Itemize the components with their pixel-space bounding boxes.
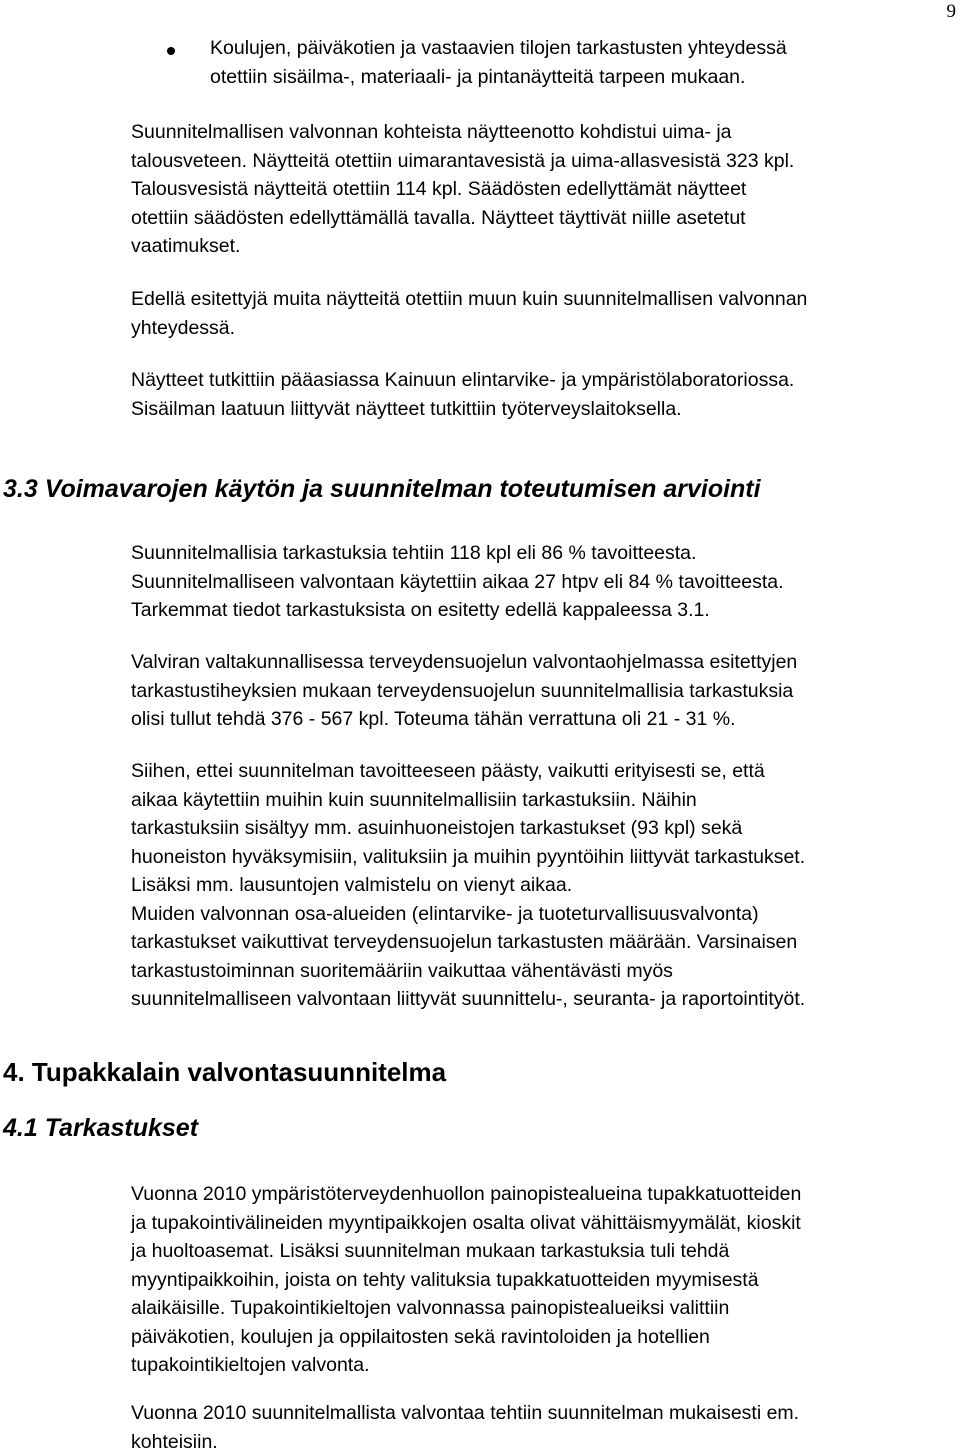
text-line: aikaa käytettiin muihin kuin suunnitelmallisiin tarkastuksiin. Näihin: [131, 786, 957, 815]
bullet-icon: [167, 47, 175, 55]
text-line: Talousvesistä näytteitä otettiin 114 kpl. Säädösten edellyttämät näytteet: [131, 175, 957, 204]
text-line: yhteydessä.: [131, 314, 957, 343]
paragraph-other-samples: [131, 285, 957, 342]
text-line: Koulujen, päiväkotien ja vastaavien tilojen tarkastusten yhteydessä: [210, 34, 950, 63]
section-heading-4: 4. Tupakkalain valvontasuunnitelma: [3, 1057, 446, 1087]
text-line: päiväkotien, koulujen ja oppilaitosten sekä ravintoloiden ja hotellien: [131, 1323, 957, 1352]
text-line: Valviran valtakunnallisessa terveydensuojelun valvontaohjelmassa esitettyjen: [131, 648, 957, 677]
text-line: otettiin sisäilma-, materiaali- ja pintanäytteitä tarpeen mukaan.: [210, 63, 950, 92]
paragraph-valvira: [131, 648, 957, 734]
text-line: Näytteet tutkittiin pääasiassa Kainuun elintarvike- ja ympäristölaboratoriossa.: [131, 366, 957, 395]
text-line: tarkastukset vaikuttivat terveydensuojelun tarkastusten määrään. Varsinaisen: [131, 928, 957, 957]
paragraph-sampling: [131, 118, 957, 261]
text-line: ja huoltoasemat. Lisäksi suunnitelman mukaan tarkastuksia tuli tehdä: [131, 1237, 957, 1266]
text-line: Siihen, ettei suunnitelman tavoitteeseen päästy, vaikutti erityisesti se, että: [131, 757, 957, 786]
text-line: Lisäksi mm. lausuntojen valmistelu on vienyt aikaa.: [131, 871, 957, 900]
text-line: olisi tullut tehdä 376 - 567 kpl. Toteuma tähän verrattuna oli 21 - 31 %.: [131, 705, 957, 734]
paragraph-tobacco-summary: [131, 1399, 957, 1456]
text-line: vaatimukset.: [131, 232, 957, 261]
section-heading-3-3: 3.3 Voimavarojen käytön ja suunnitelman toteutumisen arviointi: [3, 474, 761, 504]
section-heading-4-1: 4.1 Tarkastukset: [3, 1113, 198, 1143]
text-line: Sisäilman laatuun liittyvät näytteet tutkittiin työterveyslaitoksella.: [131, 395, 957, 424]
text-line: talousveteen. Näytteitä otettiin uimarantavesistä ja uima-allasvesistä 323 kpl.: [131, 147, 957, 176]
paragraph-inspection-totals: [131, 539, 957, 625]
paragraph-reasons: [131, 757, 957, 1014]
text-line: Vuonna 2010 ympäristöterveydenhuollon painopistealueina tupakkatuotteiden: [131, 1180, 957, 1209]
page-number: 9: [947, 2, 957, 22]
bullet-item: [210, 34, 950, 92]
text-line: tarkastustiheyksien mukaan terveydensuojelun suunnitelmallisia tarkastuksia: [131, 677, 957, 706]
paragraph-tobacco-priorities: [131, 1180, 957, 1380]
text-line: myyntipaikkoihin, joista on tehty valituksia tupakkatuotteiden myymisestä: [131, 1266, 957, 1295]
text-line: Suunnitelmalliseen valvontaan käytettiin aikaa 27 htpv eli 84 % tavoitteesta.: [131, 568, 957, 597]
text-line: Tarkemmat tiedot tarkastuksista on esitetty edellä kappaleessa 3.1.: [131, 596, 957, 625]
text-line: huoneiston hyväksymisiin, valituksiin ja muihin pyyntöihin liittyvät tarkastukset.: [131, 843, 957, 872]
text-line: suunnitelmalliseen valvontaan liittyvät suunnittelu-, seuranta- ja raportointityöt.: [131, 985, 957, 1014]
text-line: otettiin säädösten edellyttämällä tavalla. Näytteet täyttivät niille asetetut: [131, 204, 957, 233]
text-line: tupakointikieltojen valvonta.: [131, 1351, 957, 1380]
text-line: tarkastuksiin sisältyy mm. asuinhuoneistojen tarkastukset (93 kpl) sekä: [131, 814, 957, 843]
text-line: kohteisiin.: [131, 1428, 957, 1456]
text-line: Suunnitelmallisia tarkastuksia tehtiin 118 kpl eli 86 % tavoitteesta.: [131, 539, 957, 568]
paragraph-laboratories: [131, 366, 957, 423]
text-line: Edellä esitettyjä muita näytteitä otettiin muun kuin suunnitelmallisen valvonnan: [131, 285, 957, 314]
text-line: Suunnitelmallisen valvonnan kohteista näytteenotto kohdistui uima- ja: [131, 118, 957, 147]
text-line: Muiden valvonnan osa-alueiden (elintarvike- ja tuoteturvallisuusvalvonta): [131, 900, 957, 929]
text-line: Vuonna 2010 suunnitelmallista valvontaa tehtiin suunnitelman mukaisesti em.: [131, 1399, 957, 1428]
text-line: tarkastustoiminnan suoritemääriin vaikuttaa vähentävästi myös: [131, 957, 957, 986]
text-line: ja tupakointivälineiden myyntipaikkojen osalta olivat vähittäismyymälät, kioskit: [131, 1209, 957, 1238]
text-line: alaikäisille. Tupakointikieltojen valvonnassa painopistealueiksi valittiin: [131, 1294, 957, 1323]
